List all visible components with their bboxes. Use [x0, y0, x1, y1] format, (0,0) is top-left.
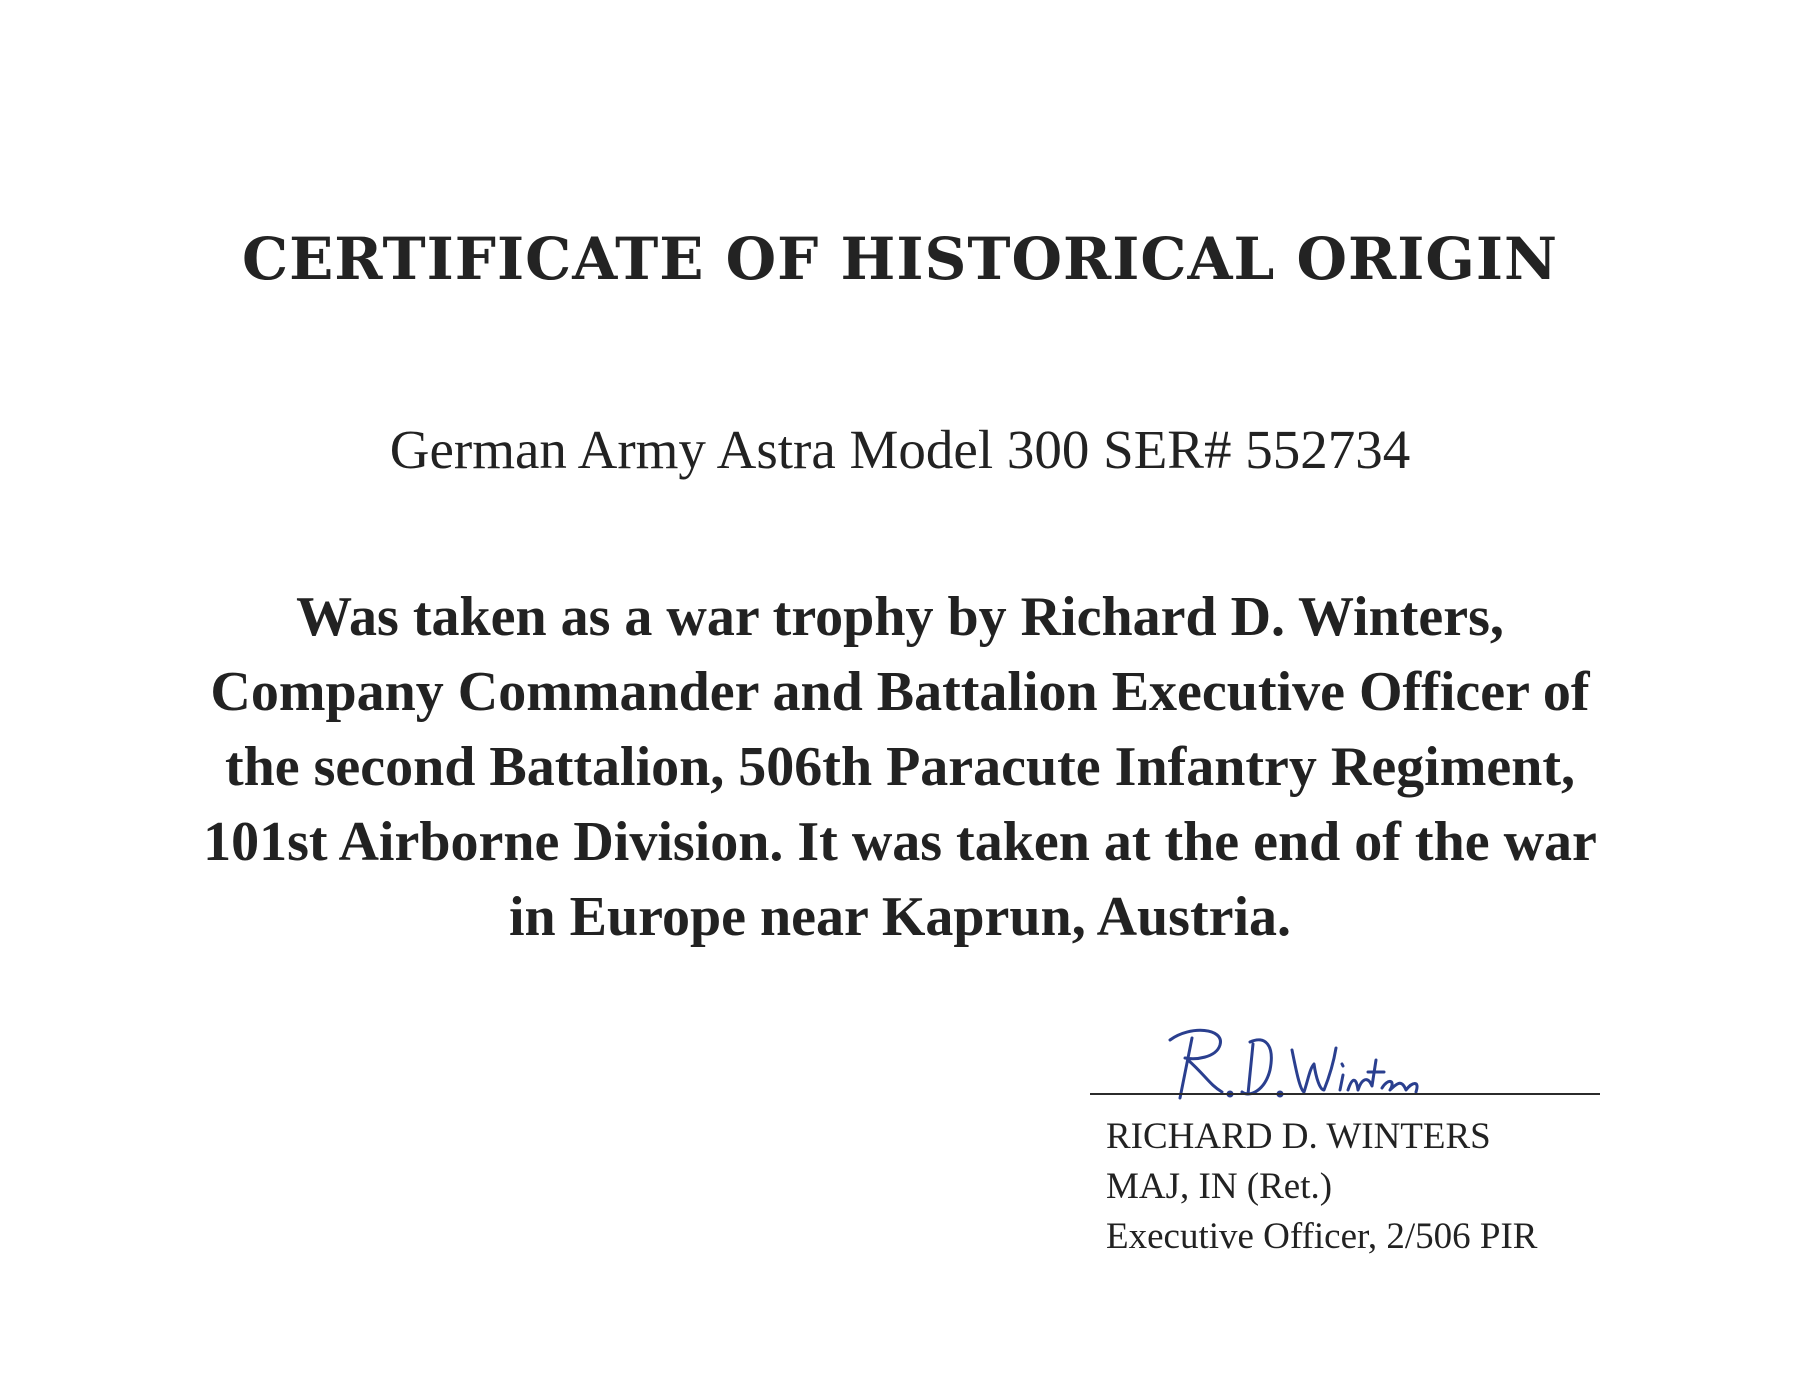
- signatory-rank: MAJ, IN (Ret.): [1106, 1166, 1333, 1207]
- signatory-block: [1106, 1112, 1537, 1262]
- signature-line: [1090, 1093, 1600, 1095]
- signatory-name: RICHARD D. WINTERS: [1106, 1116, 1491, 1157]
- certificate-title: CERTIFICATE OF HISTORICAL ORIGIN: [241, 225, 1559, 293]
- certificate-body: Was taken as a war trophy by Richard D. Winters, Company Commander and Battalion Executive Officer of the second Battalion, 506th Paracute Infantry Regiment, 101st Airborne Division. It was taken at the end of the war in Europe near Kaprun, Austria.: [203, 586, 1597, 948]
- handwritten-signature: [1150, 1020, 1450, 1110]
- signatory-position: Executive Officer, 2/506 PIR: [1106, 1216, 1538, 1257]
- item-description: German Army Astra Model 300 SER# 552734: [389, 419, 1411, 480]
